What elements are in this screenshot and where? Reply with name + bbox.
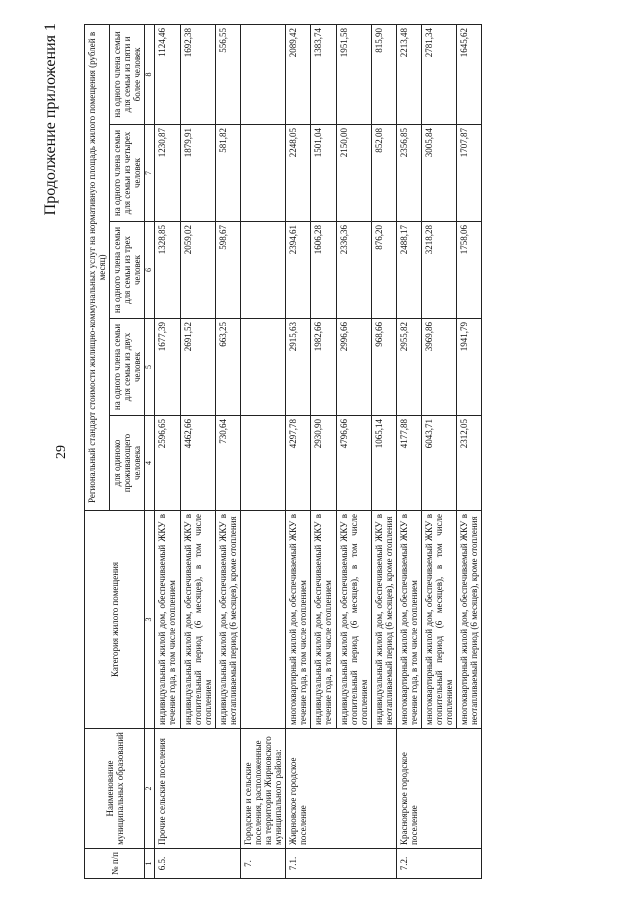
column-number: 1 [145, 849, 155, 879]
housing-category: многоквартирный жилой дом, обеспечиваемый ЖКУ в отопительный период (6 месяцев), в том числе отоплением [422, 511, 457, 729]
value-cell: 2915,63 [286, 319, 311, 416]
value-cell: 2781,34 [422, 24, 457, 124]
value-cell: 2059,02 [180, 222, 215, 319]
value-cell: 1707,87 [457, 125, 482, 222]
column-number: 4 [145, 416, 155, 511]
value-cell: 1941,79 [457, 319, 482, 416]
value-cell: 556,55 [215, 24, 240, 124]
tariff-table [84, 24, 482, 879]
header-num: № п/п [85, 849, 145, 879]
column-number: 2 [145, 729, 155, 849]
value-cell: 2394,61 [286, 222, 311, 319]
value-cell: 1383,74 [311, 24, 336, 124]
table-row [286, 24, 311, 878]
value-cell: 598,67 [215, 222, 240, 319]
value-cell: 1677,39 [155, 319, 180, 416]
table-row [155, 24, 180, 878]
header-fam3: на одного члена семьи для семьи из трех человек [110, 222, 145, 319]
housing-category: индивидуальный жилой дом, обеспечиваемый ЖКУ в течение года, в том числе отоплением [311, 511, 336, 729]
value-cell: 1230,87 [155, 125, 180, 222]
value-cell: 3969,86 [422, 319, 457, 416]
header-standard: Региональный стандарт стоимости жилищно-коммунальных услуг на нормативную площадь жилого помещения (рублей в месяц) [85, 24, 110, 510]
housing-category: индивидуальный жилой дом, обеспечиваемый ЖКУ в неотапливаемый период (6 месяцев), кроме отопления [215, 511, 240, 729]
value-cell: 1758,06 [457, 222, 482, 319]
housing-category: индивидуальный жилой дом, обеспечиваемый ЖКУ в отопительный период (6 месяцев), в том числе отоплением [180, 511, 215, 729]
value-cell: 6043,71 [422, 416, 457, 511]
value-cell: 663,25 [215, 319, 240, 416]
value-cell: 2248,05 [286, 125, 311, 222]
value-cell: 730,64 [215, 416, 240, 511]
municipality-name: Прочие сельские поселения [155, 729, 241, 849]
table-row [396, 24, 421, 878]
value-cell: 4297,78 [286, 416, 311, 511]
municipality-group-name: Городские и сельские поселения, расположенные на территории Жирновского муниципального района: [240, 729, 285, 849]
municipality-name: Красноярское городское поселение [396, 729, 482, 849]
value-cell: 876,20 [371, 222, 396, 319]
column-number: 5 [145, 319, 155, 416]
value-cell: 581,82 [215, 125, 240, 222]
header-category: Категория жилого помещения [85, 511, 145, 729]
value-cell: 968,66 [371, 319, 396, 416]
housing-category: индивидуальный жилой дом, обеспечиваемый ЖКУ в неотапливаемый период (6 месяцев), кроме отопления [371, 511, 396, 729]
housing-category: индивидуальный жилой дом, обеспечиваемый ЖКУ в отопительный период (6 месяцев), в том числе отоплением [336, 511, 371, 729]
housing-category: многоквартирный жилой дом, обеспечиваемый ЖКУ в течение года, в том числе отоплением [286, 511, 311, 729]
value-cell: 3005,84 [422, 125, 457, 222]
header-fam5: на одного члена семьи для семьи из пяти и более человек [110, 24, 145, 124]
header-fam4: на одного члена семьи для семьи из четырех человек [110, 125, 145, 222]
header-single: для одиноко проживающего человека [110, 416, 145, 511]
value-cell: 2312,05 [457, 416, 482, 511]
row-number: 7. [240, 849, 285, 879]
municipality-name: Жирновское городское поселение [286, 729, 397, 849]
housing-category: многоквартирный жилой дом, обеспечиваемый ЖКУ в течение года, в том числе отоплением [396, 511, 421, 729]
value-cell: 4796,66 [336, 416, 371, 511]
value-cell: 2089,42 [286, 24, 311, 124]
value-cell: 1951,58 [336, 24, 371, 124]
housing-category: многоквартирный жилой дом, обеспечиваемый ЖКУ в неотапливаемый период (6 месяцев), кроме отопления [457, 511, 482, 729]
value-cell: 1692,38 [180, 24, 215, 124]
column-number: 7 [145, 125, 155, 222]
document-page [40, 17, 600, 887]
page-number: 29 [54, 445, 69, 459]
value-cell: 2596,65 [155, 416, 180, 511]
value-cell: 4462,66 [180, 416, 215, 511]
column-number: 6 [145, 222, 155, 319]
value-cell: 815,90 [371, 24, 396, 124]
value-cell: 1982,66 [311, 319, 336, 416]
value-cell: 1065,14 [371, 416, 396, 511]
value-cell: 1645,62 [457, 24, 482, 124]
value-cell: 2996,66 [336, 319, 371, 416]
row-number: 6.5. [155, 849, 241, 879]
value-cell: 1124,46 [155, 24, 180, 124]
value-cell: 2213,48 [396, 24, 421, 124]
header-fam2: на одного члена семьи для семьи из двух человек [110, 319, 145, 416]
value-cell: 2150,00 [336, 125, 371, 222]
value-cell: 2691,52 [180, 319, 215, 416]
row-number: 7.1. [286, 849, 397, 879]
table-row [240, 24, 285, 878]
value-cell: 2930,90 [311, 416, 336, 511]
value-cell: 2336,36 [336, 222, 371, 319]
value-cell: 2955,82 [396, 319, 421, 416]
row-number: 7.2. [396, 849, 482, 879]
value-cell: 1606,28 [311, 222, 336, 319]
value-cell: 3218,28 [422, 222, 457, 319]
value-cell: 4177,88 [396, 416, 421, 511]
header-name: Наименование муниципальных образований [85, 729, 145, 849]
value-cell: 1879,91 [180, 125, 215, 222]
value-cell: 852,08 [371, 125, 396, 222]
value-cell: 2356,85 [396, 125, 421, 222]
continuation-title: Продолжение приложения 1 [42, 23, 59, 216]
value-cell: 1501,04 [311, 125, 336, 222]
housing-category: индивидуальный жилой дом, обеспечиваемый ЖКУ в течение года, в том числе отоплением [155, 511, 180, 729]
column-number: 3 [145, 511, 155, 729]
value-cell: 1328,85 [155, 222, 180, 319]
column-number: 8 [145, 24, 155, 124]
value-cell: 2488,17 [396, 222, 421, 319]
